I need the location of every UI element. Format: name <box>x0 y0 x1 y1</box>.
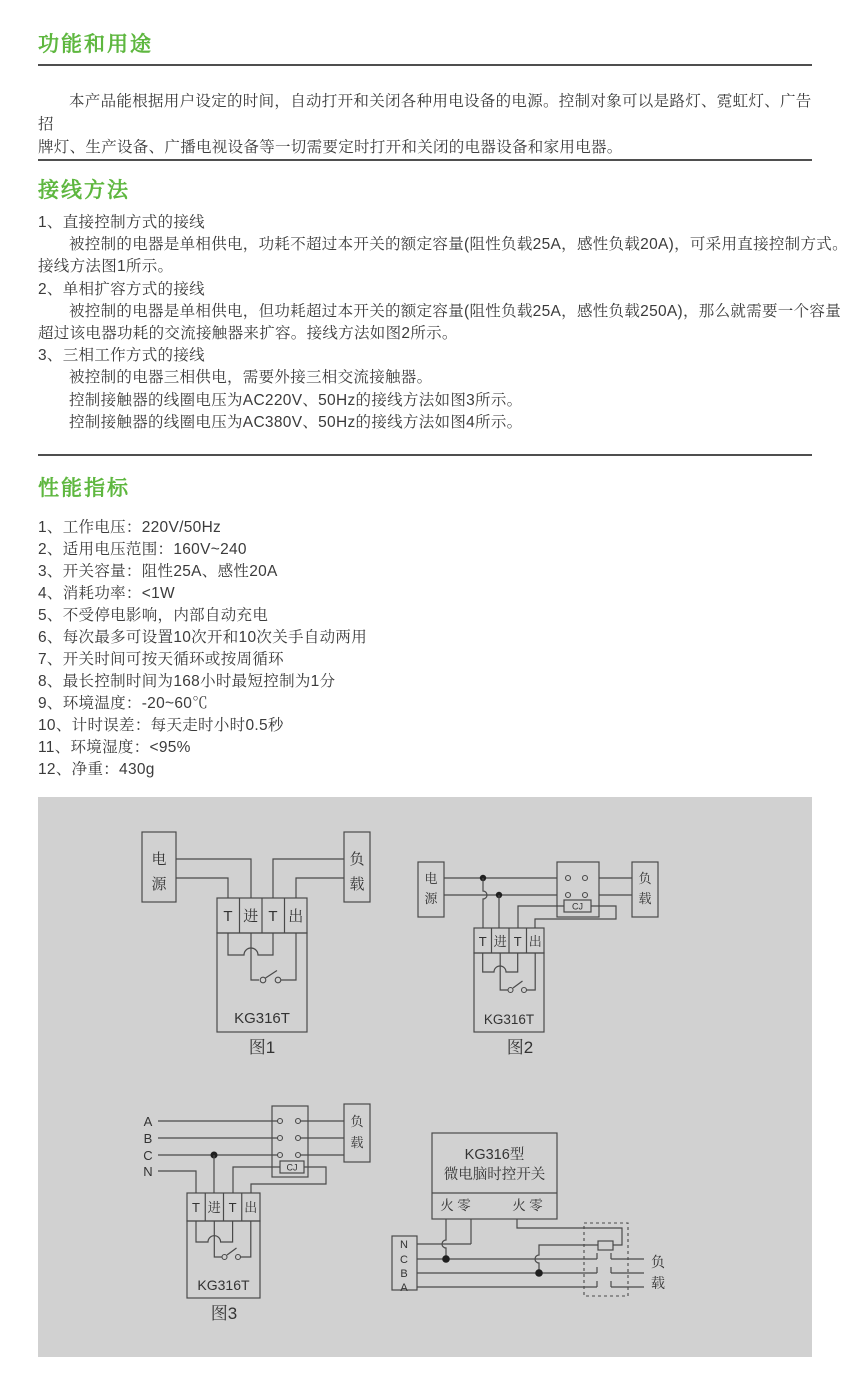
fig1-terminal-t2: T <box>268 908 278 925</box>
fig4-junction-dot <box>442 1255 450 1263</box>
spec-item: 6、每次最多可设置10次开和10次关手自动两用 <box>38 629 368 646</box>
fig1-diagram <box>142 832 370 1057</box>
fig1-source-label: 源 <box>151 876 167 893</box>
fig4-terminal-neutral1: 零 <box>457 1198 471 1213</box>
spec-item: 7、开关时间可按天循环或按周循环 <box>38 651 284 668</box>
wiring-diagram-panel <box>38 797 812 1357</box>
fig1-load-label: 负 <box>349 851 365 868</box>
wiring-line: 1、直接控制方式的接线 <box>38 214 205 231</box>
fig4-terminal-live1: 火 <box>440 1198 454 1213</box>
wiring-diagrams-svg <box>38 797 812 1357</box>
fig3-load-box <box>344 1104 370 1162</box>
divider <box>38 454 812 456</box>
section-title-features: 功能和用途 <box>38 33 153 56</box>
fig4-bus-a: A <box>400 1282 408 1294</box>
fig1-internal-wire <box>281 933 296 980</box>
fig3-coil-label: CJ <box>286 1162 298 1173</box>
spec-item: 9、环境温度：-20~60℃ <box>38 695 209 712</box>
fig2-terminal-in: 进 <box>493 934 507 949</box>
wiring-line: 被控制的电器是单相供电，功耗不超过本开关的额定容量(阻性负载25A，感性负载20A)，可采用直接控制方式。 <box>69 236 848 254</box>
fig2-coil-label: CJ <box>572 901 583 912</box>
fig2-load-label: 载 <box>638 891 652 906</box>
fig2-terminal-t2: T <box>513 934 522 949</box>
fig4-contact-row <box>584 1281 644 1287</box>
wiring-line: 3、三相工作方式的接线 <box>38 347 205 365</box>
fig2-switch-contact <box>508 988 513 993</box>
fig2-wire <box>599 878 632 895</box>
spec-item: 2、适用电压范围：160V~240 <box>38 541 247 558</box>
fig1-device-label: KG316T <box>234 1010 290 1027</box>
fig3-load-label: 载 <box>350 1135 364 1150</box>
divider <box>38 159 812 161</box>
fig2-contact <box>583 876 588 881</box>
fig1-caption: 图1 <box>248 1038 276 1057</box>
fig1-switch-contact <box>260 977 266 983</box>
fig3-phase-n-label: N <box>143 1164 153 1179</box>
fig3-phase-b-label: B <box>143 1131 153 1146</box>
spec-item: 1、工作电压：220V/50Hz <box>38 519 222 536</box>
divider <box>38 64 812 66</box>
fig3-diagram <box>143 1104 370 1323</box>
fig2-terminal-t1: T <box>478 934 487 949</box>
features-paragraph-line: 本产品能根据用户设定的时间，自动打开和关闭各种用电设备的电源。控制对象可以是路灯、霓虹灯、广告招 <box>38 93 812 133</box>
fig3-load-label: 负 <box>350 1114 364 1129</box>
spec-item: 10、计时误差：每天走时小时0.5秒 <box>38 717 284 734</box>
fig3-contact <box>278 1153 283 1158</box>
spec-item: 5、不受停电影响，内部自动充电 <box>38 607 269 624</box>
fig2-internal-wire <box>527 953 536 990</box>
wiring-line: 控制接触器的线圈电压为AC380V、50Hz的接线方法如图4所示。 <box>69 413 523 431</box>
fig3-contact <box>278 1119 283 1124</box>
fig4-bus-c: C <box>400 1254 408 1266</box>
fig4-live1-wire <box>442 1219 446 1259</box>
wiring-line: 2、单相扩容方式的接线 <box>38 280 205 298</box>
fig4-bus-n: N <box>400 1239 408 1251</box>
spec-item: 3、开关容量：阻性25A、感性20A <box>38 563 278 580</box>
wiring-line: 被控制的电器是单相供电，但功耗超过本开关的额定容量(阻性负载25A，感性负载250A)，那么就需要一个容量 <box>69 302 842 320</box>
fig4-load-label: 载 <box>651 1275 665 1291</box>
fig2-device-label: KG316T <box>483 1012 535 1027</box>
fig2-wire <box>483 878 487 928</box>
fig1-terminal-t1: T <box>223 908 233 925</box>
wiring-line: 被控制的电器三相供电，需要外接三相交流接触器。 <box>69 369 433 387</box>
wiring-list <box>38 212 848 434</box>
section-title-wiring: 接线方法 <box>38 179 130 202</box>
features-paragraph-line: 牌灯、生产设备、广播电视设备等一切需要定时打开和关闭的电器设备和家用电器。 <box>38 139 623 156</box>
fig3-phase-c-label: C <box>143 1148 153 1163</box>
fig2-switch-contact <box>522 988 527 993</box>
fig2-terminal-out: 出 <box>528 934 542 949</box>
fig3-terminal-in: 进 <box>207 1200 221 1215</box>
fig3-internal-wire <box>241 1221 251 1257</box>
fig1-switch-contact <box>275 977 281 983</box>
fig4-terminal-neutral2: 零 <box>529 1198 543 1213</box>
wiring-line: 超过该电器功耗的交流接触器来扩容。接线方法如图2所示。 <box>38 324 458 342</box>
fig4-contact-row <box>584 1253 644 1259</box>
fig1-terminal-in: 进 <box>243 908 259 925</box>
fig2-contact <box>583 893 588 898</box>
fig2-switch-blade <box>513 981 523 988</box>
spec-item: 12、净重：430g <box>38 761 155 778</box>
fig3-terminal-t1: T <box>192 1200 200 1215</box>
fig4-device-title: 微电脑时控开关 <box>443 1167 546 1183</box>
features-paragraph <box>38 90 812 159</box>
fig3-phase-a-label: A <box>143 1114 153 1129</box>
fig3-contact <box>296 1119 301 1124</box>
spec-list <box>38 517 812 781</box>
fig4-terminal-live2: 火 <box>512 1198 526 1213</box>
fig3-contact <box>278 1136 283 1141</box>
section-title-specs: 性能指标 <box>38 477 130 500</box>
fig1-load-label: 载 <box>349 876 365 893</box>
fig3-phase-n-wire <box>158 1171 196 1193</box>
fig4-load-label: 负 <box>651 1254 665 1270</box>
fig4-junction-dot <box>535 1269 543 1277</box>
fig3-terminal-out: 出 <box>244 1200 258 1215</box>
fig2-load-label: 负 <box>638 871 652 886</box>
fig3-contact <box>296 1136 301 1141</box>
fig3-switch-contact <box>222 1255 227 1260</box>
fig3-switch-contact <box>236 1255 241 1260</box>
fig3-device-label: KG316T <box>197 1277 250 1293</box>
fig4-bus-b: B <box>400 1268 408 1280</box>
fig2-diagram <box>418 862 658 1057</box>
fig4-coil <box>598 1241 613 1250</box>
fig2-source-label: 电 <box>424 871 438 886</box>
fig2-source-label: 源 <box>424 891 438 906</box>
fig3-wire <box>233 1167 280 1193</box>
fig1-terminal-out: 出 <box>288 908 304 925</box>
fig4-diagram <box>392 1133 665 1296</box>
fig3-terminal-t2: T <box>228 1200 237 1215</box>
fig2-caption: 图2 <box>506 1038 534 1057</box>
fig1-switch-blade <box>266 971 278 979</box>
spec-item: 4、消耗功率：<1W <box>38 585 175 602</box>
fig4-device-title: KG316型 <box>464 1147 525 1163</box>
wiring-line: 控制接触器的线圈电压为AC220V、50Hz的接线方法如图3所示。 <box>69 391 523 409</box>
wiring-line: 接线方法图1所示。 <box>38 258 174 276</box>
fig1-source-label: 电 <box>151 851 167 868</box>
fig1-wire <box>296 878 344 898</box>
fig4-contact-row <box>584 1267 644 1273</box>
fig2-contact <box>566 893 571 898</box>
fig1-internal-wire <box>251 933 259 980</box>
spec-item: 11、环境湿度：<95% <box>38 739 191 756</box>
fig2-contact <box>566 876 571 881</box>
fig3-switch-blade <box>227 1248 237 1255</box>
fig3-caption: 图3 <box>210 1304 238 1323</box>
spec-item: 8、最长控制时间为168小时最短控制为1分 <box>38 673 336 690</box>
fig1-wire <box>176 878 228 898</box>
fig3-contact <box>296 1153 301 1158</box>
